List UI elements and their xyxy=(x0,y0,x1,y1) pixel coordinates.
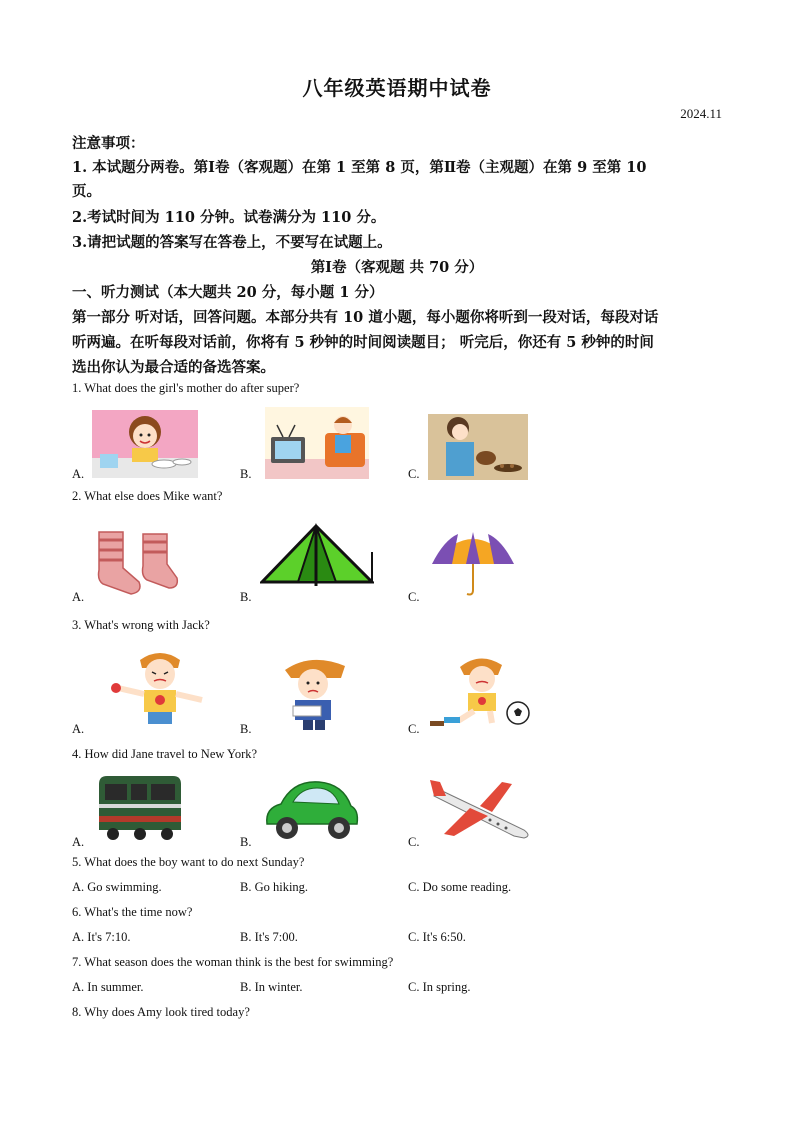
q5-option-a: A. Go swimming. xyxy=(72,880,162,894)
volume-title: 第Ⅰ卷（客观题 共 70 分） xyxy=(310,259,484,276)
boy-cut-hand-picture xyxy=(100,648,218,728)
notice-heading: 注意事项： xyxy=(72,135,145,152)
q4-option-c: C. xyxy=(408,835,420,849)
q3-option-b: B. xyxy=(240,722,252,736)
question-1: 1. What does the girl's mother do after super? xyxy=(72,381,300,395)
boy-hurt-leg-picture xyxy=(430,655,536,729)
question-2: 2. What else does Mike want? xyxy=(72,489,223,503)
q4-option-a: A. xyxy=(72,835,85,849)
q1-option-a: A. xyxy=(72,467,85,481)
notice-line-1b: 页。 xyxy=(72,183,101,200)
q2-option-b: B. xyxy=(240,590,252,604)
q7-option-c: C. In spring. xyxy=(408,980,471,994)
question-3: 3. What's wrong with Jack? xyxy=(72,618,210,632)
train-picture xyxy=(95,772,185,842)
notice-line-2: 2.考试时间为 110 分钟。试卷满分为 110 分。 xyxy=(72,209,386,226)
socks-picture xyxy=(93,530,179,598)
notice-line-1a: 1. 本试题分两卷。第Ⅰ卷（客观题）在第 1 至第 8 页，第Ⅱ卷（主观题）在第 9 至第 10 xyxy=(72,159,647,176)
question-6: 6. What's the time now? xyxy=(72,905,193,919)
question-7: 7. What season does the woman think is the best for swimming? xyxy=(72,955,394,969)
plane-picture xyxy=(430,778,534,844)
part-intro-1: 第一部分 听对话，回答问题。本部分共有 10 道小题，每小题你将听到一段对话，每段对话 xyxy=(72,309,659,326)
q7-option-b: B. In winter. xyxy=(240,980,303,994)
q6-option-c: C. It's 6:50. xyxy=(408,930,466,944)
part-intro-2: 听两遍。在听每段对话前，你将有 5 秒钟的时间阅读题目； 听完后，你还有 5 秒钟的时间 xyxy=(72,334,654,351)
umbrella-picture xyxy=(430,530,516,598)
q3-option-a: A. xyxy=(72,722,85,736)
girl-washing-dishes-picture xyxy=(92,410,198,478)
notice-line-3: 3.请把试题的答案写在答卷上，不要写在试题上。 xyxy=(72,234,392,251)
woman-making-tea-picture xyxy=(428,414,528,480)
q1-option-b: B. xyxy=(240,467,252,481)
question-5: 5. What does the boy want to do next Sunday? xyxy=(72,855,305,869)
exam-date: 2024.11 xyxy=(680,106,722,121)
girl-watching-tv-picture xyxy=(265,407,369,479)
section-heading: 一、听力测试（本大题共 20 分，每小题 1 分） xyxy=(72,284,384,301)
boy-broken-arm-picture xyxy=(265,656,359,732)
q5-option-b: B. Go hiking. xyxy=(240,880,309,894)
q1-option-c: C. xyxy=(408,467,420,481)
question-8: 8. Why does Amy look tired today? xyxy=(72,1005,250,1019)
question-4: 4. How did Jane travel to New York? xyxy=(72,747,258,761)
q6-option-a: A. It's 7:10. xyxy=(72,930,131,944)
tent-picture xyxy=(260,522,374,592)
part-intro-3: 选出你认为最合适的备选答案。 xyxy=(72,359,275,376)
q4-option-b: B. xyxy=(240,835,252,849)
q2-option-a: A. xyxy=(72,590,85,604)
page-title: 八年级英语期中试卷 xyxy=(302,76,492,100)
car-picture xyxy=(263,774,361,846)
q7-option-a: A. In summer. xyxy=(72,980,144,994)
q5-option-c: C. Do some reading. xyxy=(408,880,512,894)
q3-option-c: C. xyxy=(408,722,420,736)
q6-option-b: B. It's 7:00. xyxy=(240,930,298,944)
q2-option-c: C. xyxy=(408,590,420,604)
